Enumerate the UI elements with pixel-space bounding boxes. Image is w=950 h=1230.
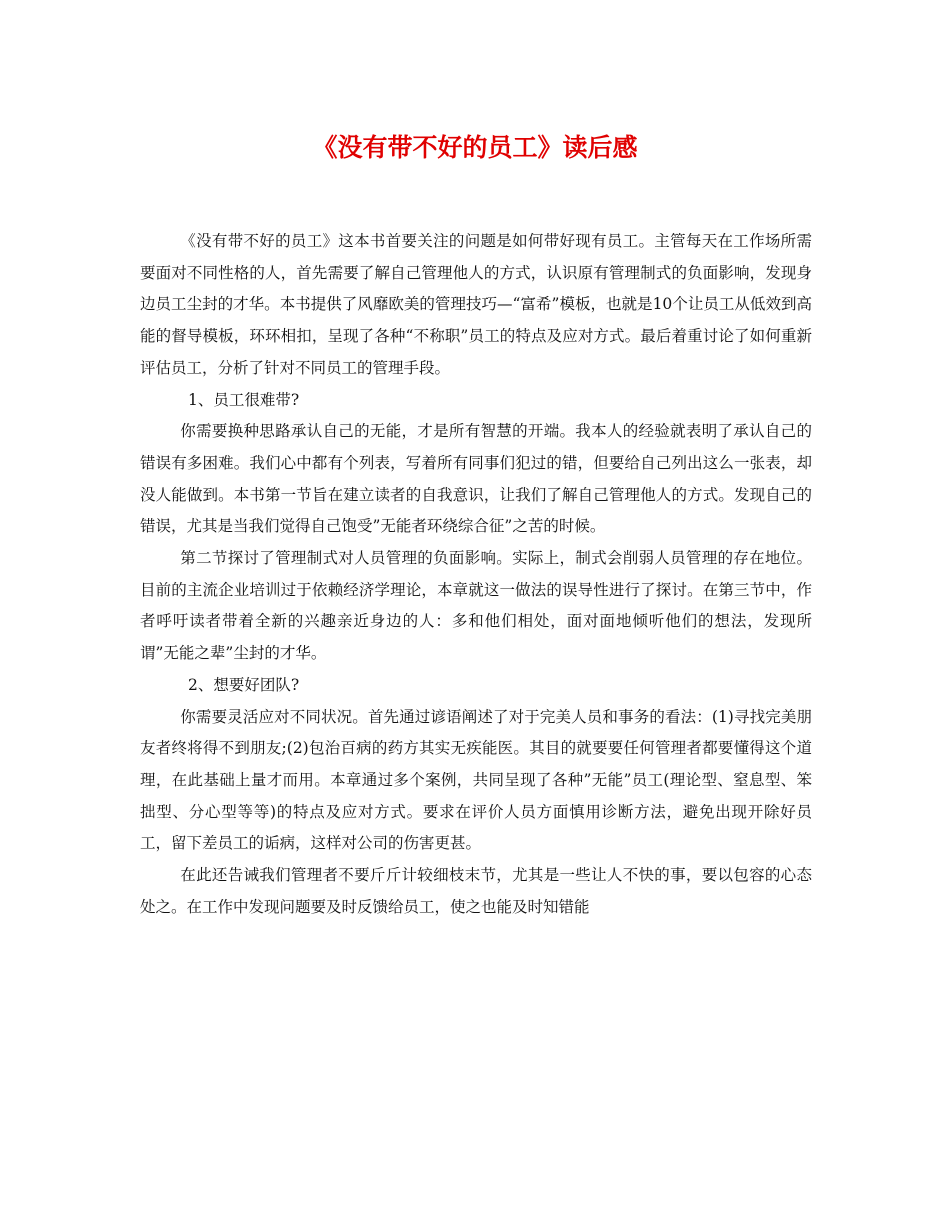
section-heading-2: 2、想要好团队? <box>188 675 300 694</box>
paragraph-section2-a: 你需要灵活应对不同状况。首先通过谚语阐述了对于完美人员和事务的看法：(1)寻找完美朋友者终将得不到朋友;(2)包治百病的药方其实无疾能医。其目的就要要任何管理者都要懂得这个道理，在此基础上量才而用。本章通过多个案例，共同呈现了各种”无能”员工(理论型、窒息型、笨拙型、分心型等等)的特点及应对方式。要求在评价人员方面慎用诊断方法，避免出现开除好员工，留下差员工的诟病，这样对公司的伤害更甚。 <box>140 707 812 853</box>
paragraph-section1-b: 第二节探讨了管理制式对人员管理的负面影响。实际上，制式会削弱人员管理的存在地位。目前的主流企业培训过于依赖经济学理论，本章就这一做法的误导性进行了探讨。在第三节中，作者呼吁读者带着全新的兴趣亲近身边的人：多和他们相处，面对面地倾听他们的想法，发现所谓”无能之辈”尘封的才华。 <box>140 549 812 663</box>
document-body <box>140 226 812 923</box>
section-heading-1: 1、员工很难带? <box>188 390 300 409</box>
paragraph-section2-b: 在此还告诫我们管理者不要斤斤计较细枝末节，尤其是一些让人不快的事，要以包容的心态处之。在工作中发现问题要及时反馈给员工，使之也能及时知错能 <box>140 866 812 916</box>
document-title: 《没有带不好的员工》读后感 <box>312 133 638 162</box>
paragraph-intro: 《没有带不好的员工》这本书首要关注的问题是如何带好现有员工。主管每天在工作场所需要面对不同性格的人，首先需要了解自己管理他人的方式，认识原有管理制式的负面影响，发现身边员工尘封的才华。本书提供了风靡欧美的管理技巧—“富希”模板，也就是10个让员工从低效到高能的督导模板，环环相扣，呈现了各种“不称职”员工的特点及应对方式。最后着重讨论了如何重新评估员工，分析了针对不同员工的管理手段。 <box>140 232 812 377</box>
paragraph-section1-a: 你需要换种思路承认自己的无能，才是所有智慧的开端。我本人的经验就表明了承认自己的错误有多困难。我们心中都有个列表，写着所有同事们犯过的错，但要给自己列出这么一张表，却没人能做到。本书第一节旨在建立读者的自我意识，让我们了解自己管理他人的方式。发现自己的错误，尤其是当我们觉得自己饱受”无能者环绕综合征”之苦的时候。 <box>140 422 812 536</box>
